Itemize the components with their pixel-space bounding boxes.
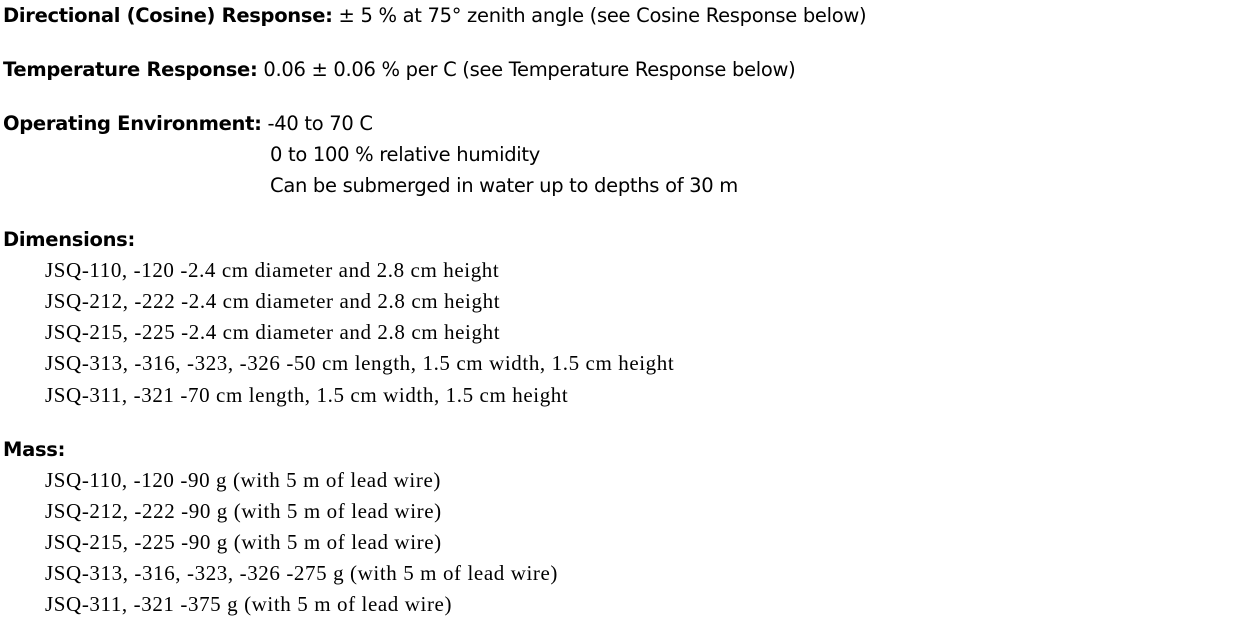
dimensions-row: JSQ-311, -321 -70 cm length, 1.5 cm width, 1.5 cm height bbox=[45, 383, 569, 407]
dimensions-heading: Dimensions: bbox=[3, 228, 135, 251]
dimensions-row: JSQ-215, -225 -2.4 cm diameter and 2.8 cm height bbox=[45, 320, 501, 344]
directional-response-line bbox=[3, 0, 866, 31]
operating-environment-line bbox=[3, 108, 373, 139]
directional-response-value: ± 5 % at 75° zenith angle (see Cosine Response below) bbox=[338, 4, 867, 27]
dimensions-row: JSQ-313, -316, -323, -326 -50 cm length, 1.5 cm width, 1.5 cm height bbox=[45, 351, 675, 375]
mass-row: JSQ-311, -321 -375 g (with 5 m of lead wire) bbox=[45, 592, 453, 616]
mass-row: JSQ-212, -222 -90 g (with 5 m of lead wire) bbox=[45, 499, 442, 523]
mass-row: JSQ-110, -120 -90 g (with 5 m of lead wire) bbox=[45, 468, 441, 492]
operating-environment-humidity: 0 to 100 % relative humidity bbox=[270, 143, 540, 166]
mass-heading: Mass: bbox=[3, 438, 66, 461]
mass-row: JSQ-313, -316, -323, -326 -275 g (with 5 m of lead wire) bbox=[45, 561, 559, 585]
dimensions-row: JSQ-212, -222 -2.4 cm diameter and 2.8 cm height bbox=[45, 289, 501, 313]
directional-response-label: Directional (Cosine) Response: bbox=[3, 4, 333, 27]
operating-environment-label: Operating Environment: bbox=[3, 112, 262, 135]
dimensions-row: JSQ-110, -120 -2.4 cm diameter and 2.8 cm height bbox=[45, 258, 500, 282]
mass-row: JSQ-215, -225 -90 g (with 5 m of lead wire) bbox=[45, 530, 442, 554]
temperature-response-label: Temperature Response: bbox=[3, 58, 258, 81]
temperature-response-line bbox=[3, 54, 796, 85]
operating-environment-value: -40 to 70 C bbox=[267, 112, 373, 135]
temperature-response-value: 0.06 ± 0.06 % per C (see Temperature Response below) bbox=[263, 58, 796, 81]
operating-environment-submersion: Can be submerged in water up to depths of 30 m bbox=[270, 174, 738, 197]
